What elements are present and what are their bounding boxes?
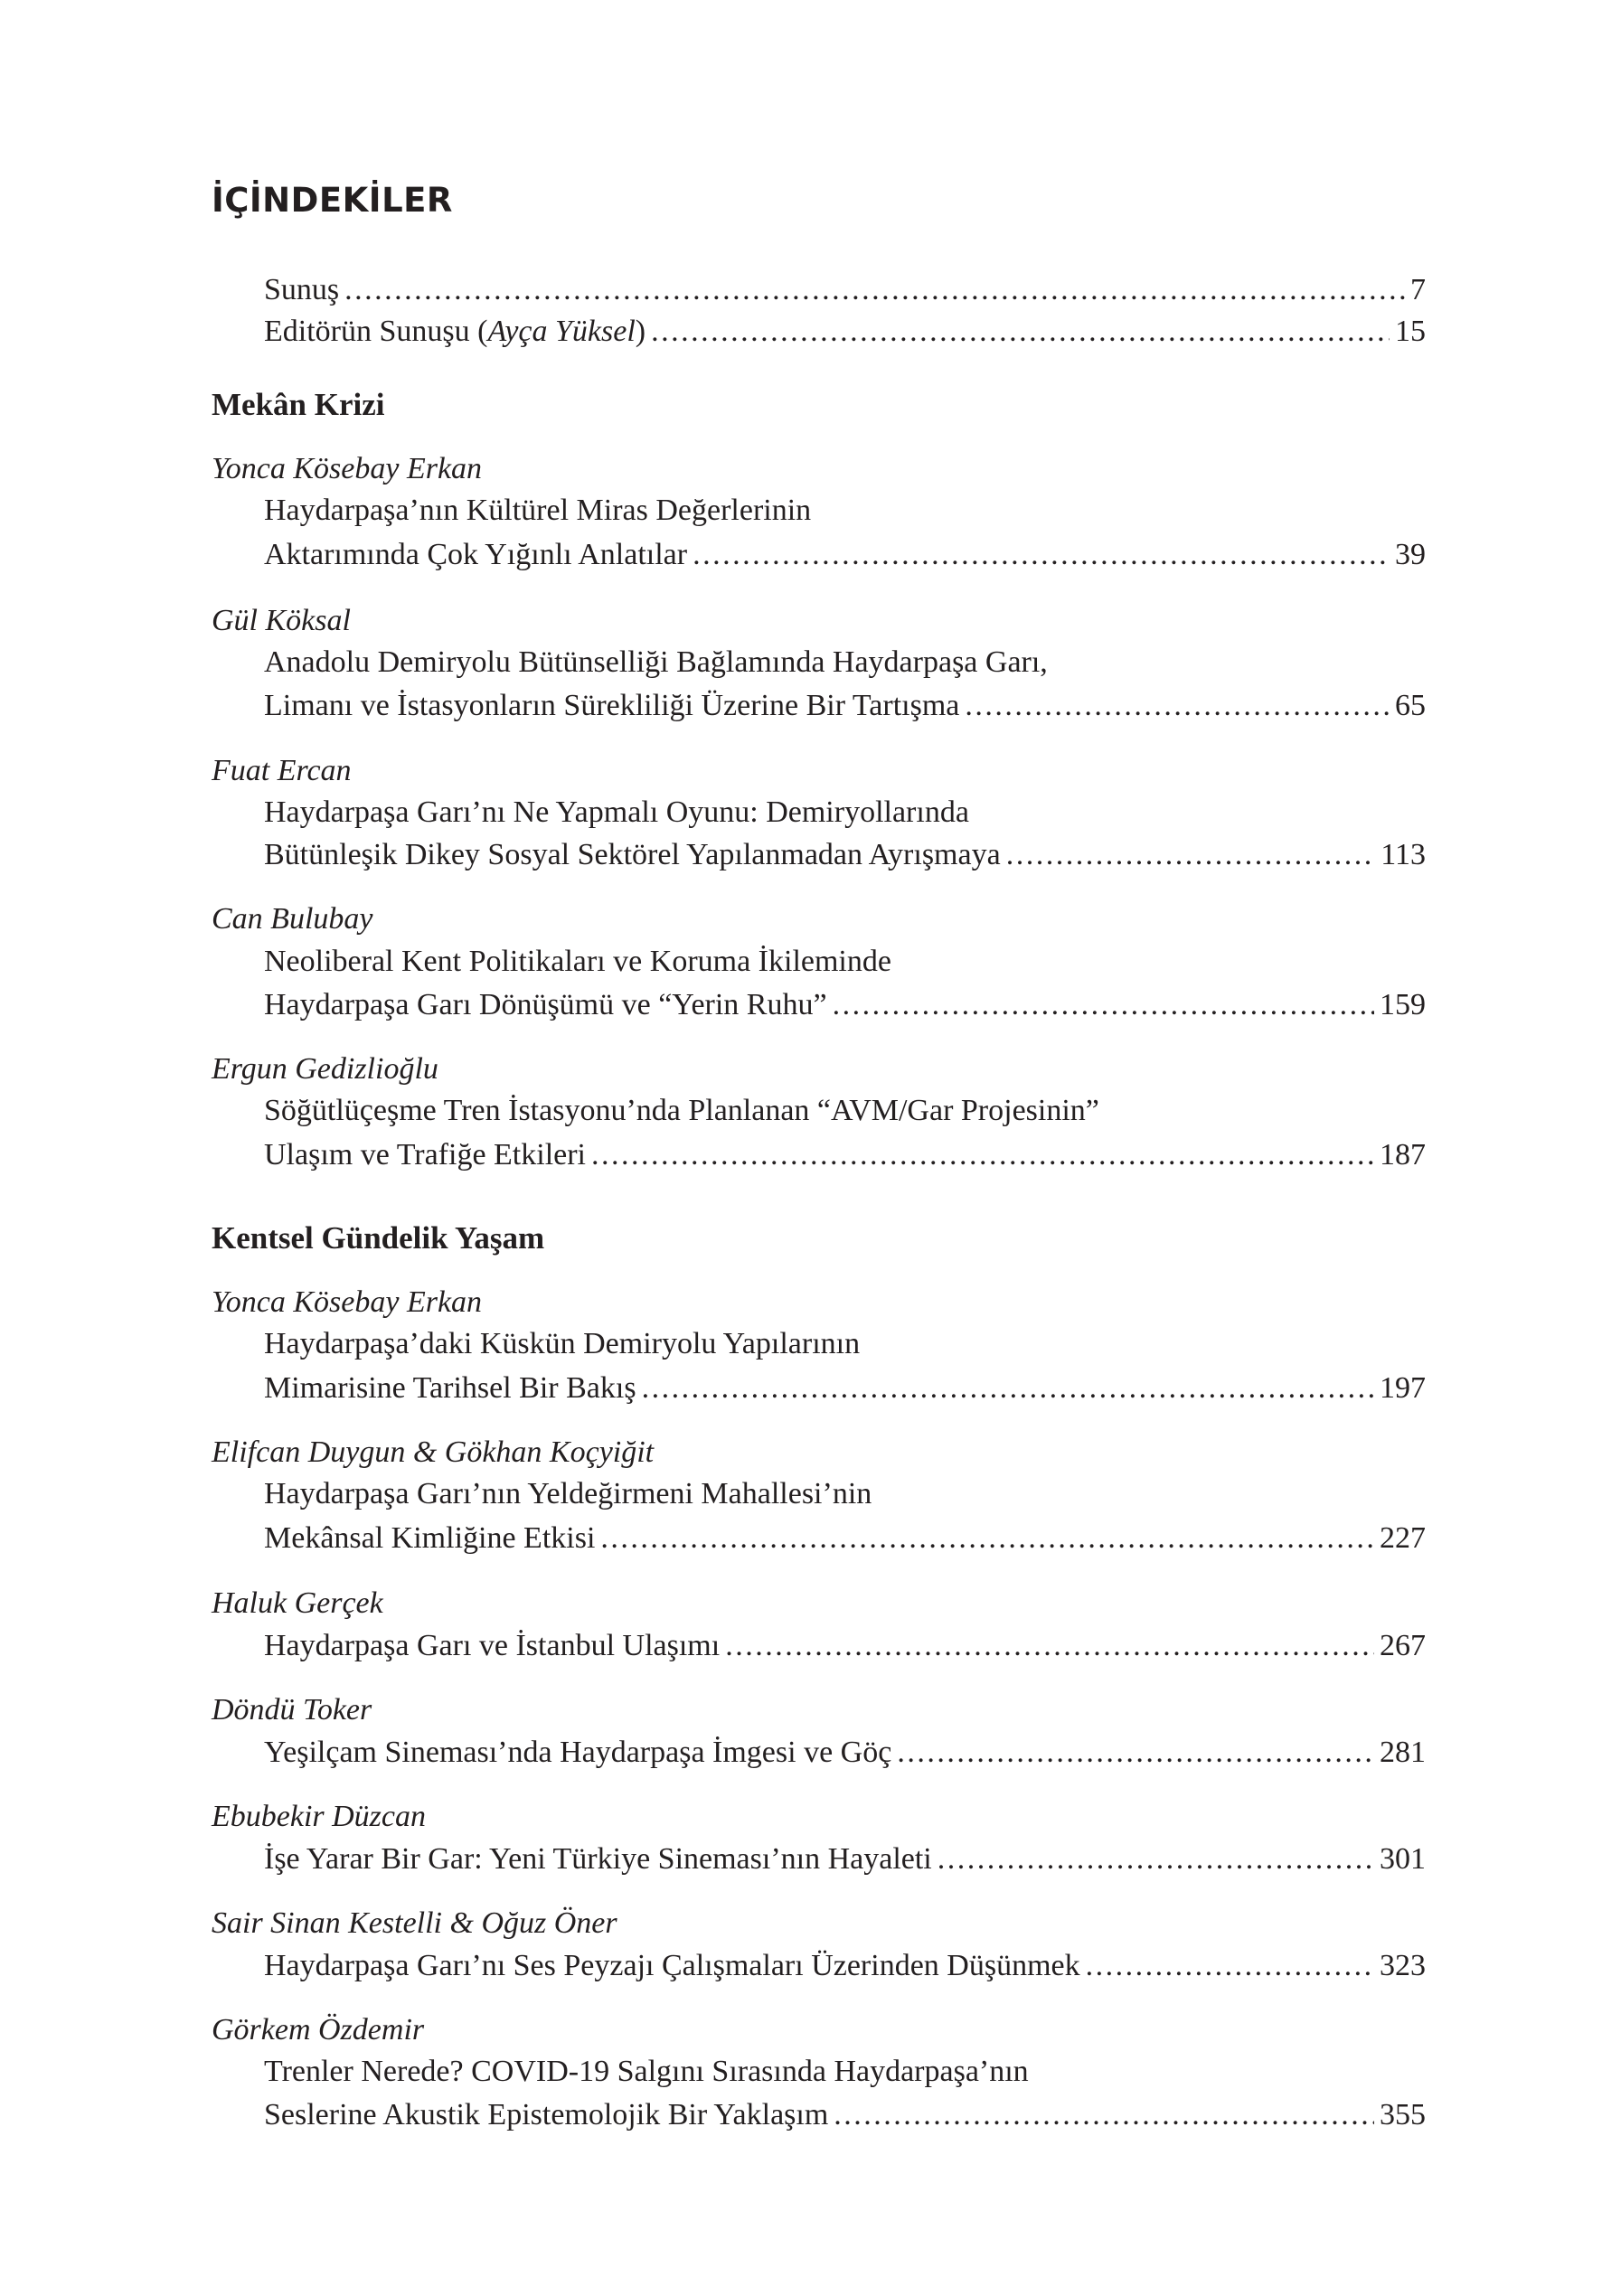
dot-leader (642, 1371, 1374, 1406)
dot-leader (344, 273, 1405, 307)
entry-author: Görkem Özdemir (212, 2013, 425, 2047)
entry-title-line: Haydarpaşa’nın Kültürel Miras Değerlerinin (264, 494, 812, 527)
dot-leader (600, 1521, 1374, 1556)
dot-leader (693, 538, 1390, 572)
toc-entry (264, 838, 1426, 872)
page-number: 267 (1380, 1629, 1426, 1662)
entry-title-line: Haydarpaşa’daki Küskün Demiryolu Yapılarının (264, 1327, 861, 1360)
toc-entry (264, 988, 1426, 1022)
page-number: 159 (1380, 988, 1426, 1021)
entry-title-line: Anadolu Demiryolu Bütünselliği Bağlamında Haydarpaşa Garı, (264, 645, 1048, 679)
page-number: 7 (1410, 273, 1426, 306)
page-number: 301 (1380, 1842, 1426, 1876)
entry-author: Yonca Kösebay Erkan (212, 1285, 483, 1319)
entry-author: Döndü Toker (212, 1693, 372, 1727)
toc-title: İÇİNDEKİLER (212, 181, 453, 220)
page-number: 227 (1380, 1521, 1426, 1555)
toc-entry (264, 1629, 1426, 1663)
page-number: 15 (1395, 315, 1426, 348)
dot-leader (834, 2098, 1374, 2132)
entry-title-line: Söğütlüçeşme Tren İstasyonu’nda Planlanan “AVM/Gar Projesinin” (264, 1094, 1099, 1127)
entry-title-line: Haydarpaşa Garı ve İstanbul Ulaşımı (264, 1629, 721, 1662)
entry-title-line: Seslerine Akustik Epistemolojik Bir Yaklaşım (264, 2098, 829, 2131)
entry-title-line: Mekânsal Kimliğine Etkisi (264, 1521, 596, 1555)
toc-entry (264, 1371, 1426, 1406)
toc-entry-editor-sunusu (264, 315, 1426, 349)
page-number: 281 (1380, 1736, 1426, 1769)
page-number: 65 (1395, 689, 1426, 722)
page-number: 197 (1380, 1371, 1426, 1405)
page-number: 323 (1380, 1949, 1426, 1982)
entry-title-line: Bütünleşik Dikey Sosyal Sektörel Yapılanmadan Ayrışmaya (264, 838, 1001, 871)
entry-title-line: Limanı ve İstasyonların Sürekliliği Üzerine Bir Tartışma (264, 689, 960, 722)
entry-author: Sair Sinan Kestelli & Oğuz Öner (212, 1906, 617, 1940)
dot-leader (1006, 838, 1376, 872)
entry-author: Ergun Gedizlioğlu (212, 1052, 438, 1086)
entry-author: Elifcan Duygun & Gökhan Koçyiğit (212, 1435, 655, 1469)
entry-title-line: Haydarpaşa Garı’nın Yeldeğirmeni Mahallesi’nin (264, 1477, 872, 1510)
page-number: 187 (1380, 1138, 1426, 1172)
dot-leader (833, 988, 1374, 1022)
dot-leader (897, 1736, 1374, 1770)
entry-title-line: Ulaşım ve Trafiğe Etkileri (264, 1138, 587, 1172)
entry-title-line: İşe Yarar Bir Gar: Yeni Türkiye Sineması’nın Hayaleti (264, 1842, 932, 1876)
entry-title-line: Haydarpaşa Garı’nı Ne Yapmalı Oyunu: Demiryollarında (264, 795, 969, 829)
toc-entry (264, 1736, 1426, 1770)
dot-leader (591, 1138, 1374, 1172)
page-number: 39 (1395, 538, 1426, 571)
section-heading: Mekân Krizi (212, 387, 385, 422)
toc-entry (264, 1842, 1426, 1877)
dot-leader (938, 1842, 1374, 1877)
toc-entry (264, 1138, 1426, 1172)
entry-author: Haluk Gerçek (212, 1586, 383, 1620)
page-number: 113 (1381, 838, 1426, 871)
dot-leader (725, 1629, 1374, 1663)
page-number: 355 (1380, 2098, 1426, 2131)
entry-title: Editörün Sunuşu (Ayça Yüksel) (264, 315, 646, 348)
entry-title-line: Mimarisine Tarihsel Bir Bakış (264, 1371, 636, 1405)
entry-title-line: Yeşilçam Sineması’nda Haydarpaşa İmgesi ve Göç (264, 1736, 892, 1769)
dot-leader (965, 689, 1390, 723)
entry-title-line: Haydarpaşa Garı’nı Ses Peyzajı Çalışmaları Üzerinden Düşünmek (264, 1949, 1080, 1982)
entry-author: Fuat Ercan (212, 754, 352, 787)
toc-entry (264, 2098, 1426, 2132)
entry-author: Can Bulubay (212, 902, 373, 936)
entry-author: Yonca Kösebay Erkan (212, 452, 483, 485)
entry-author: Ebubekir Düzcan (212, 1800, 427, 1833)
toc-entry-sunus (264, 273, 1426, 307)
entry-title-line: Trenler Nerede? COVID-19 Salgını Sırasında Haydarpaşa’nın (264, 2055, 1029, 2088)
editor-name: Ayça Yüksel (487, 315, 636, 348)
toc-entry (264, 538, 1426, 572)
entry-title-line: Haydarpaşa Garı Dönüşümü ve “Yerin Ruhu” (264, 988, 827, 1021)
dot-leader (651, 315, 1390, 349)
entry-title: Sunuş (264, 273, 340, 306)
toc-entry (264, 1521, 1426, 1556)
entry-title-line: Neoliberal Kent Politikaları ve Koruma İkileminde (264, 945, 891, 978)
entry-title-line: Aktarımında Çok Yığınlı Anlatılar (264, 538, 688, 571)
toc-entry (264, 689, 1426, 723)
section-heading: Kentsel Gündelik Yaşam (212, 1220, 545, 1256)
toc-entry (264, 1949, 1426, 1983)
dot-leader (1086, 1949, 1374, 1983)
entry-author: Gül Köksal (212, 604, 351, 637)
